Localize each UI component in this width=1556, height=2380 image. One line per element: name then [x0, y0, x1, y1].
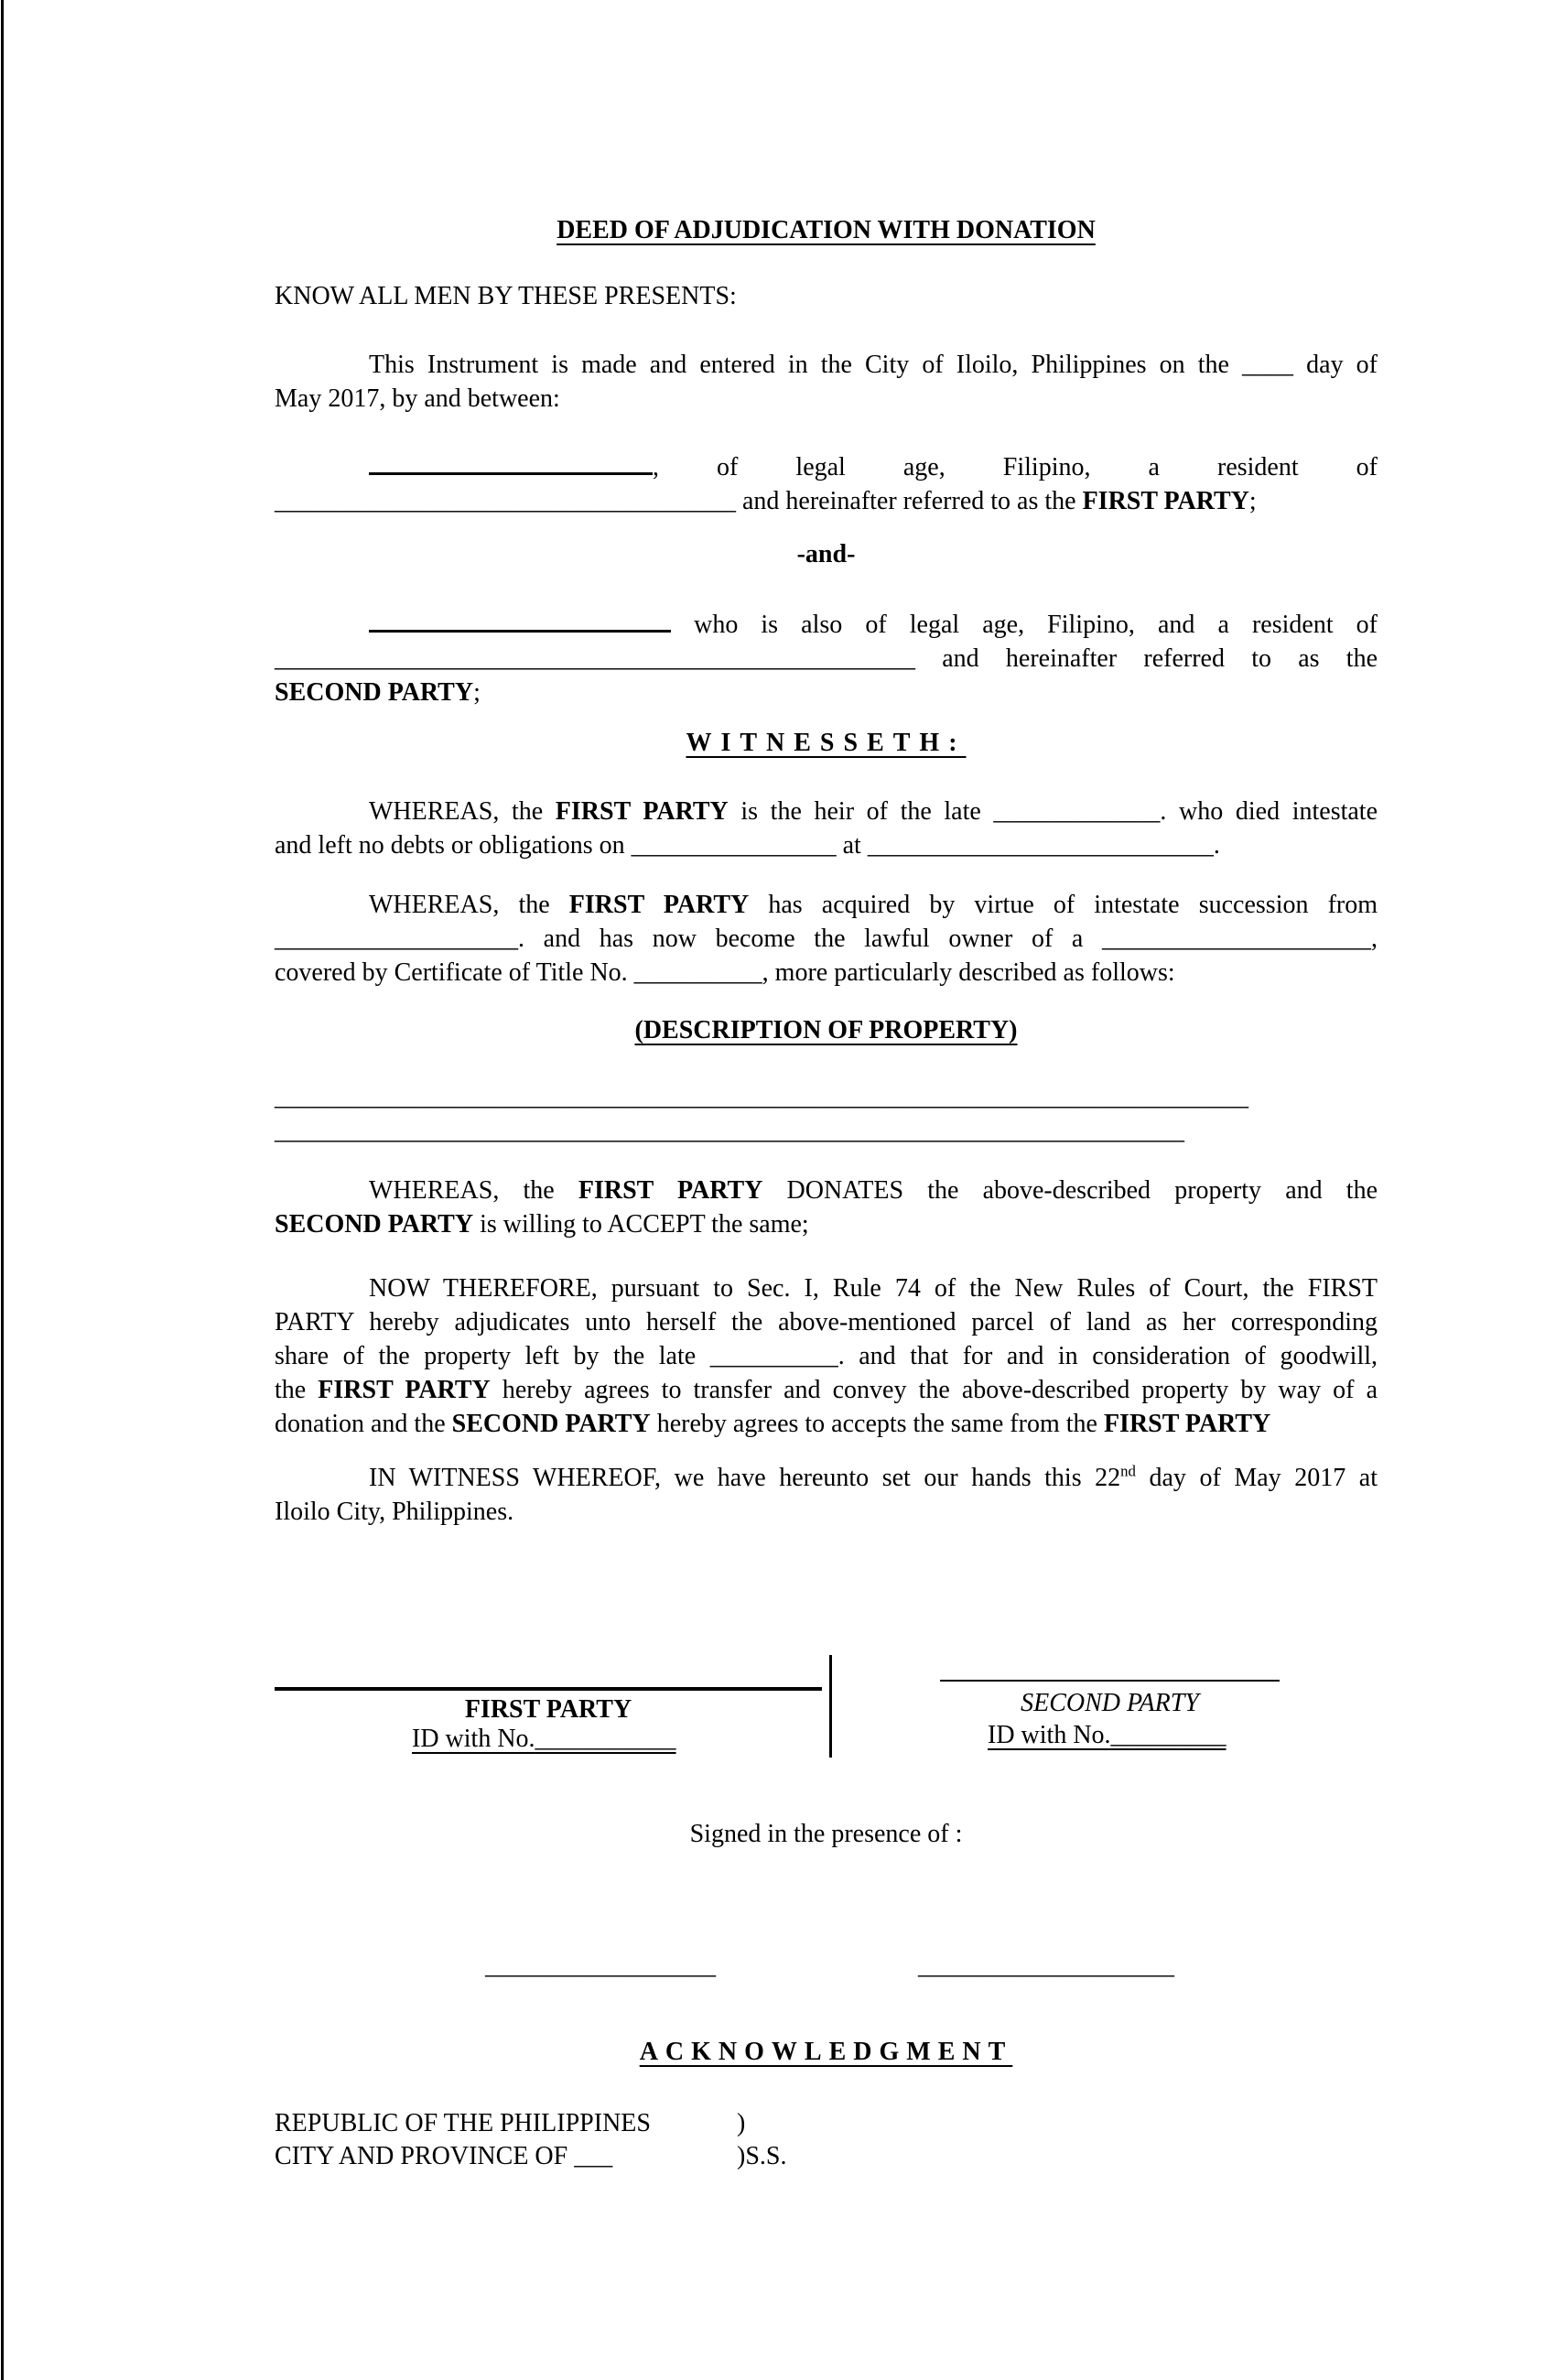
first-party-signature-line	[275, 1687, 822, 1691]
in-witness-line-2	[275, 1495, 1378, 1529]
in-witness-paragraph	[275, 1461, 1378, 1529]
now-therefore-line-2	[275, 1305, 1378, 1339]
now-therefore-paragraph	[275, 1271, 1378, 1441]
whereas-heir-paragraph	[275, 795, 1378, 862]
intro-line-2	[275, 382, 1378, 416]
venue-republic-label: REPUBLIC OF THE PHILIPPINES	[275, 2109, 651, 2137]
first-party-term: FIRST PARTY	[1082, 487, 1249, 515]
semicolon: ;	[1248, 487, 1257, 515]
whereas-donates-line-2	[275, 1207, 1378, 1241]
first-party-term: FIRST PARTY	[568, 891, 750, 919]
and-separator: -and-	[796, 540, 856, 568]
first-party-line-1	[275, 447, 1378, 484]
whereas-acquired-text-a: WHEREAS, the	[369, 891, 569, 919]
venue-line-1	[275, 2107, 1378, 2140]
now-therefore-line-3	[275, 1339, 1378, 1373]
whereas-acquired-line-2	[275, 922, 1378, 956]
first-party-line-1-text: of legal age, Filipino, a resident of	[717, 453, 1378, 481]
first-party-term: FIRST PARTY	[1103, 1410, 1271, 1438]
whereas-acquired-line-3-text: covered by Certificate of Title No. __________, more particularly described as follows:	[275, 958, 1175, 987]
whereas-donates-line-2-text: is willing to ACCEPT the same;	[473, 1210, 809, 1239]
now-therefore-line-5	[275, 1407, 1378, 1441]
preamble	[275, 279, 1378, 313]
whereas-acquired-line-3	[275, 956, 1378, 990]
document-title-block	[275, 216, 1378, 245]
second-party-address-blank: __________________________________________________	[275, 644, 915, 673]
comma: ,	[653, 453, 659, 481]
whereas-donates-text-a: WHEREAS, the	[369, 1176, 578, 1205]
second-party-term: SECOND PARTY	[275, 678, 474, 707]
signed-presence-text: Signed in the presence of :	[689, 1820, 963, 1848]
document-title: DEED OF ADJUDICATION WITH DONATION	[556, 216, 1096, 244]
venue-line-2	[275, 2140, 1378, 2173]
venue-block	[275, 2107, 1378, 2173]
second-party-line-1	[275, 604, 1378, 642]
now-therefore-text-4b: hereby agrees to transfer and convey the above-described property by way of a	[490, 1376, 1378, 1404]
intro-line-1	[275, 348, 1378, 382]
ordinal-superscript: nd	[1120, 1462, 1136, 1480]
second-party-id-line	[988, 1721, 1226, 1750]
second-party-id-blank: _________	[1110, 1721, 1226, 1749]
witness-blank-left	[485, 1952, 716, 1981]
preamble-text: KNOW ALL MEN BY THESE PRESENTS:	[275, 282, 737, 310]
second-party-name-blank	[369, 604, 671, 633]
second-party-signature-line	[940, 1680, 1280, 1682]
now-therefore-line-1	[275, 1271, 1378, 1305]
whereas-acquired-text-b: has acquired by virtue of intestate succession from	[749, 891, 1378, 919]
signed-presence-block	[275, 1820, 1378, 1849]
second-party-id-label: ID with No.	[988, 1721, 1111, 1749]
description-heading-block	[275, 1016, 1378, 1045]
now-therefore-line-3-text: share of the property left by the late __________. and that for and in consideration of goodwill,	[275, 1342, 1378, 1370]
second-party-line-2-text: and hereinafter referred to as the	[915, 644, 1378, 673]
first-party-term: FIRST PARTY	[578, 1176, 763, 1205]
witnesseth-heading: WITNESSETH:	[686, 729, 967, 757]
second-party-line-2	[275, 642, 1378, 676]
whereas-donates-text-b: DONATES the above-described property and the	[762, 1176, 1378, 1205]
second-party-signature-label-block	[940, 1689, 1280, 1718]
second-party-line-1-text: who is also of legal age, Filipino, and a resident of	[694, 611, 1378, 639]
in-witness-text-a: IN WITNESS WHEREOF, we have hereunto set our hands this 22	[369, 1464, 1121, 1492]
second-party-signature-label: SECOND PARTY	[1021, 1689, 1199, 1717]
intro-line-1-text: This Instrument is made and entered in the City of Iloilo, Philippines on the ____ day of	[369, 351, 1378, 379]
description-blank-2: _______________________________________________________________________	[275, 1117, 1184, 1145]
whereas-acquired-line-1	[275, 888, 1378, 922]
first-party-term: FIRST PARTY	[555, 797, 729, 826]
second-party-clause	[275, 604, 1378, 709]
whereas-heir-text-b: is the heir of the late _____________. who died intestate	[728, 797, 1378, 826]
in-witness-line-1	[275, 1461, 1378, 1495]
intro-paragraph	[275, 348, 1378, 416]
second-party-term: SECOND PARTY	[275, 1210, 474, 1239]
and-separator-block	[275, 540, 1378, 569]
description-blank-line-1	[275, 1080, 1378, 1114]
description-blank-line-2	[275, 1114, 1378, 1148]
venue-paren-2: )S.S.	[737, 2142, 787, 2170]
first-party-signature-label-block	[275, 1695, 822, 1725]
whereas-acquired-paragraph	[275, 888, 1378, 990]
witness-blank-left-line: __________________	[485, 1952, 716, 1980]
witnesseth-heading-block	[275, 729, 1378, 758]
now-therefore-line-1-text: NOW THEREFORE, pursuant to Sec. I, Rule 74 of the New Rules of Court, the FIRST	[369, 1274, 1378, 1303]
whereas-heir-text-a: WHEREAS, the	[369, 797, 556, 826]
whereas-heir-line-2-text: and left no debts or obligations on ________________ at ___________________________.	[275, 831, 1220, 860]
first-party-signature-label: FIRST PARTY	[464, 1695, 632, 1724]
now-therefore-text-5b: hereby agrees to accepts the same from the	[650, 1410, 1104, 1438]
first-party-id-line	[412, 1725, 676, 1754]
second-party-line-3	[275, 676, 1378, 709]
first-party-id-blank: ___________	[535, 1725, 676, 1753]
first-party-term: FIRST PARTY	[318, 1376, 491, 1404]
second-party-term: SECOND PARTY	[451, 1410, 651, 1438]
acknowledgment-heading-block	[275, 2038, 1378, 2067]
first-party-address-blank: ____________________________________	[275, 487, 736, 515]
signature-divider-line	[829, 1655, 832, 1758]
whereas-donates-paragraph	[275, 1174, 1378, 1241]
now-therefore-text-4a: the	[275, 1376, 319, 1404]
now-therefore-line-2-text: PARTY hereby adjudicates unto herself the above-mentioned parcel of land as her corresponding	[275, 1308, 1378, 1336]
description-heading: (DESCRIPTION OF PROPERTY)	[634, 1016, 1018, 1044]
first-party-clause	[275, 447, 1378, 518]
scan-edge-artifact	[1, 0, 4, 2380]
description-blank-1: ____________________________________________________________________________	[275, 1083, 1248, 1111]
venue-city-label: CITY AND PROVINCE OF ___	[275, 2142, 613, 2170]
now-therefore-text-5a: donation and the	[275, 1410, 452, 1438]
first-party-line-2	[275, 484, 1378, 518]
description-blank-lines	[275, 1080, 1378, 1148]
in-witness-line-2-text: Iloilo City, Philippines.	[275, 1498, 514, 1526]
whereas-heir-line-2	[275, 828, 1378, 862]
semicolon: ;	[473, 678, 481, 707]
venue-paren-1: )	[737, 2109, 746, 2137]
whereas-donates-line-1	[275, 1174, 1378, 1207]
whereas-acquired-line-2-text: ___________________. and has now become the lawful owner of a _____________________,	[275, 925, 1378, 953]
first-party-name-blank	[369, 447, 653, 475]
now-therefore-line-4	[275, 1373, 1378, 1407]
intro-line-2-text: May 2017, by and between:	[275, 384, 560, 413]
whereas-heir-line-1	[275, 795, 1378, 828]
witness-blank-right	[918, 1952, 1174, 1981]
first-party-line-2-text: and hereinafter referred to as the	[736, 487, 1083, 515]
first-party-id-label: ID with No.	[412, 1725, 535, 1753]
witness-blank-right-line: ____________________	[918, 1952, 1174, 1980]
acknowledgment-heading: ACKNOWLEDGMENT	[639, 2038, 1013, 2066]
in-witness-text-b: day of May 2017 at	[1135, 1464, 1378, 1492]
